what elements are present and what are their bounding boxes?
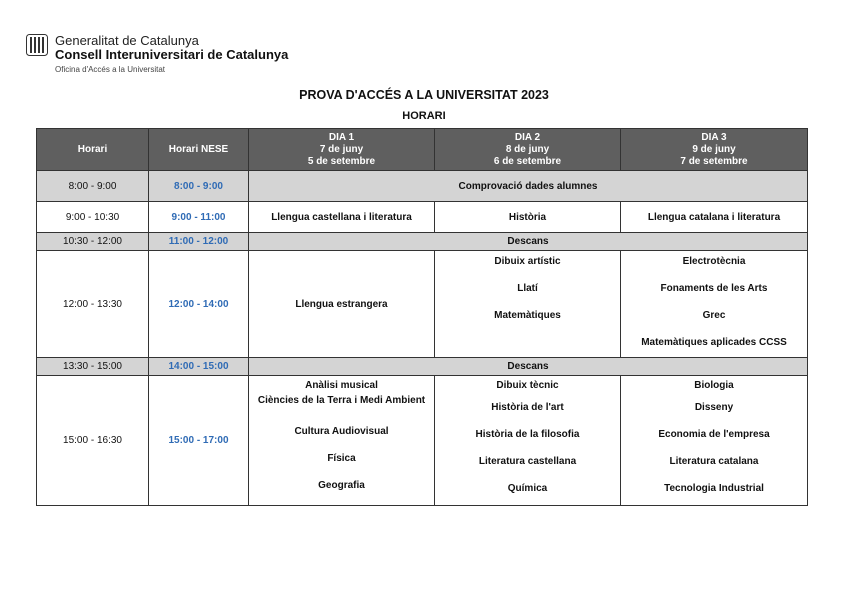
subject-item: Matemàtiques — [494, 310, 561, 321]
nese-cell: 15:00 - 17:00 — [149, 376, 249, 506]
horari-cell: 8:00 - 9:00 — [37, 171, 149, 202]
table-header-row — [37, 129, 808, 171]
dia2-date-june: 8 de juny — [505, 143, 550, 155]
subject-item: Grec — [702, 310, 726, 321]
page-title: PROVA D'ACCÉS A LA UNIVERSITAT 2023 — [299, 88, 549, 102]
dia3-date-sept: 7 de setembre — [680, 155, 748, 167]
header-horari: Horari — [37, 129, 149, 171]
dia1-date-june: 7 de juny — [319, 143, 364, 155]
table-row — [37, 202, 808, 233]
horari-cell: 10:30 - 12:00 — [37, 233, 149, 251]
header-consell: Consell Interuniversitari de Catalunya — [55, 47, 289, 62]
subject-list-cell — [435, 251, 621, 358]
subject-item: Disseny — [694, 402, 734, 413]
subject-item: Cultura Audiovisual — [294, 426, 389, 437]
header-dia2 — [435, 129, 621, 171]
subject-item: Llatí — [517, 283, 538, 294]
table-row — [37, 251, 808, 358]
horari-cell: 13:30 - 15:00 — [37, 358, 149, 376]
nese-cell: 9:00 - 11:00 — [149, 202, 249, 233]
nese-cell: 14:00 - 15:00 — [149, 358, 249, 376]
header-dia1 — [249, 129, 435, 171]
subject-cell: Llengua estrangera — [249, 251, 435, 358]
subject-item: Anàlisi musical — [305, 380, 378, 391]
descans-cell: Descans — [249, 358, 808, 376]
subject-item: Dibuix artístic — [494, 256, 561, 267]
horari-cell: 9:00 - 10:30 — [37, 202, 149, 233]
schedule-table — [36, 128, 808, 506]
table-row — [37, 358, 808, 376]
subject-item: Química — [507, 483, 548, 494]
header-dia3 — [621, 129, 808, 171]
generalitat-logo-icon — [26, 34, 48, 56]
header-generalitat: Generalitat de Catalunya — [55, 33, 199, 48]
table-row — [37, 376, 808, 506]
subject-list-cell — [621, 376, 808, 506]
subject-item: Electrotècnia — [682, 256, 746, 267]
subject-item: Fonaments de les Arts — [660, 283, 768, 294]
subject-list-cell — [435, 376, 621, 506]
subject-cell: Llengua catalana i literatura — [621, 202, 808, 233]
subject-item: Ciències de la Terra i Medi Ambient — [257, 395, 426, 406]
subject-cell: Història — [435, 202, 621, 233]
dia1-date-sept: 5 de setembre — [307, 155, 376, 167]
subject-item: Història de l'art — [491, 402, 564, 413]
subject-item: Literatura catalana — [669, 456, 759, 467]
subject-list-cell — [249, 376, 435, 506]
dia3-label: DIA 3 — [701, 131, 727, 143]
dia1-label: DIA 1 — [328, 131, 355, 143]
dia3-date-june: 9 de juny — [692, 143, 736, 155]
header-oficina: Oficina d'Accés a la Universitat — [55, 65, 166, 74]
nese-cell: 11:00 - 12:00 — [149, 233, 249, 251]
descans-cell: Descans — [249, 233, 808, 251]
header-nese: Horari NESE — [149, 129, 249, 171]
subject-cell: Llengua castellana i literatura — [249, 202, 435, 233]
subject-item: Història de la filosofia — [475, 429, 580, 440]
subject-item: Tecnologia Industrial — [664, 483, 764, 494]
horari-cell: 15:00 - 16:30 — [37, 376, 149, 506]
table-row — [37, 233, 808, 251]
dia2-date-sept: 6 de setembre — [493, 155, 562, 167]
subject-item: Economia de l'empresa — [658, 429, 770, 440]
nese-cell: 8:00 - 9:00 — [149, 171, 249, 202]
subject-item: Literatura castellana — [478, 456, 577, 467]
subject-list-cell — [621, 251, 808, 358]
subject-item: Dibuix tècnic — [496, 380, 559, 391]
table-row — [37, 171, 808, 202]
nese-cell: 12:00 - 14:00 — [149, 251, 249, 358]
page-subtitle: HORARI — [402, 110, 446, 122]
subject-item: Geografia — [318, 480, 365, 491]
subject-item: Física — [327, 453, 356, 464]
subject-item: Matemàtiques aplicades CCSS — [641, 337, 787, 348]
dia2-label: DIA 2 — [514, 131, 541, 143]
comprovacio-cell: Comprovació dades alumnes — [249, 171, 808, 202]
horari-cell: 12:00 - 13:30 — [37, 251, 149, 358]
subject-item: Biologia — [694, 380, 734, 391]
